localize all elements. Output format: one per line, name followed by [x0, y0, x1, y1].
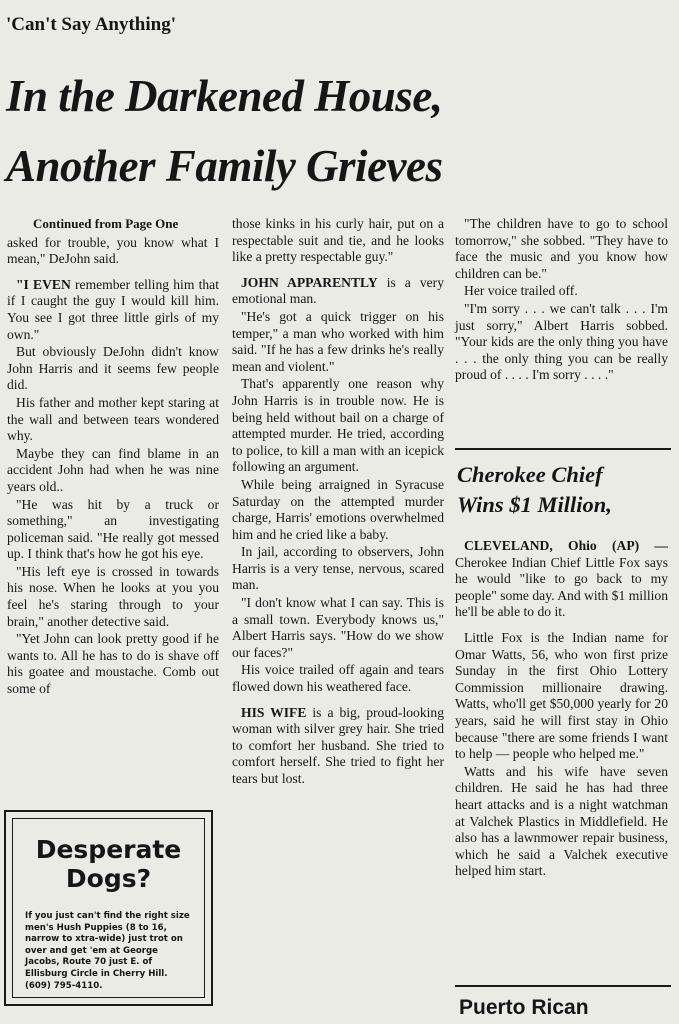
- paragraph-text: is a very emotional man.: [232, 274, 444, 307]
- next-headline: Puerto Rican: [459, 996, 589, 1019]
- kicker-headline: 'Can't Say Anything': [6, 14, 176, 35]
- paragraph-text: remember telling him that if I caught the guy I would kill him. You see I got three little girls of my own.": [7, 276, 219, 342]
- section-divider: [455, 448, 671, 450]
- paragraph: "He's got a quick trigger on his temper," a man who worked with him said. "If he has a few drinks he's really mean and violent.": [232, 308, 444, 374]
- paragraph: [232, 275, 444, 308]
- dateline: CLEVELAND, Ohio (AP) —: [464, 538, 668, 553]
- ad-body: [25, 911, 194, 992]
- paragraph: "The children have to go to school tomorrow," she sobbed. "They have to face the music and you know how children can be.": [455, 216, 668, 281]
- ad-phone: (609) 795-4110.: [25, 980, 103, 991]
- headline-line-2: Another Family Grieves: [6, 141, 443, 191]
- lead-in: HIS WIFE: [241, 704, 307, 720]
- paragraph: His father and mother kept staring at the wall and between tears wondered why.: [7, 394, 219, 444]
- paragraph: asked for trouble, you know what I mean," DeJohn said.: [7, 234, 219, 267]
- paragraph: Maybe they can find blame in an accident John had when he was nine years old..: [7, 445, 219, 494]
- ad-title: [13, 835, 204, 893]
- paragraph: [7, 277, 219, 343]
- ad-title-line-1: Desperate: [35, 835, 182, 864]
- paragraph: "Yet John can look pretty good if he wants to. All he has to do is shave off his goatee and moustache. Comb out some of: [7, 631, 219, 697]
- paragraph: Little Fox is the Indian name for Omar Watts, 56, who won first prize Sunday in the first Ohio Lottery Commission millionaire drawing. Watts, who'll get $50,000 yearly for 20 years, said he will first stay in Ohio because "there are some friends I want to help — people who helped me.": [455, 629, 668, 762]
- cherokee-headline-line-2: Wins $1 Million,: [457, 492, 612, 517]
- section-divider: [455, 985, 671, 987]
- paragraph: In jail, according to observers, John Harris is a very tense, nervous, scared man.: [232, 544, 444, 593]
- paragraph-text: is a big, proud-looking woman with silver grey hair. She tried to comfort her husband. She tried to comfort herself. She tried to fight her tears but lost.: [232, 704, 444, 786]
- paragraph: While being arraigned in Syracuse Saturday on the attempted murder charge, Harris' emotions overwhelmed him and he cried like a baby.: [232, 476, 444, 542]
- paragraph: "I'm sorry . . . we can't talk . . . I'm just sorry," Albert Harris sobbed. "Your kids are the only thing you have . . . the only thing you can be really proud of . . . . I'm sorry . . . .": [455, 300, 668, 383]
- paragraph: those kinks in his curly hair, put on a respectable suit and tie, and he looks like a pretty respectable guy.": [232, 216, 444, 265]
- ad-body-text: If you just can't find the right size men's Hush Puppies (8 to 16, narrow to xtra-wide) just trot on over and get 'em at George Jacobs, Route 70 just E. of Ellisburg Circle in Cherry Hill.: [25, 911, 190, 979]
- paragraph: "He was hit by a truck or something," an investigating policeman said. "He really got messed up. I think that's how he got his eye.: [7, 496, 219, 562]
- cherokee-story: [455, 538, 668, 881]
- headline-line-1: In the Darkened House,: [6, 71, 443, 121]
- article-column-1: [7, 216, 219, 699]
- article-column-2: [232, 216, 444, 789]
- paragraph: Watts and his wife have seven children. He said he has had three heart attacks and is a night watchman at Valchek Plastics in Middlefield. He also has a lawnmower repair business, which he said a Valchek executive helped him start.: [455, 763, 668, 879]
- continued-label: Continued from Page One: [33, 216, 179, 231]
- paragraph: His voice trailed off again and tears flowed down his weathered face.: [232, 662, 444, 695]
- article-column-3: [455, 216, 668, 385]
- cherokee-headline-line-1: Cherokee Chief: [457, 462, 603, 487]
- paragraph: "His left eye is crossed in towards his nose. When he looks at you you feel he's staring through to your brain," another detective said.: [7, 563, 219, 629]
- ad-inner-border: [12, 818, 205, 998]
- ad-title-line-2: Dogs?: [65, 864, 152, 893]
- paragraph: Her voice trailed off.: [464, 283, 578, 299]
- lead-in: JOHN APPARENTLY: [241, 274, 378, 290]
- lead-in: "I EVEN: [16, 276, 71, 292]
- paragraph: [455, 538, 668, 621]
- ad-box: [4, 810, 213, 1006]
- paragraph-text: Cherokee Indian Chief Little Fox says he would "like to go back to my people" some day. And with $1 million he'll be able to do it.: [455, 554, 668, 620]
- paragraph: But obviously DeJohn didn't know John Harris and it seems few people did.: [7, 344, 219, 393]
- cherokee-headline: [457, 460, 612, 520]
- paragraph: "I don't know what I can say. This is a small town. Everybody knows us," Albert Harris says. "How do we show our faces?": [232, 595, 444, 660]
- paragraph: That's apparently one reason why John Harris is in trouble now. He is being held without bail on a charge of attempted murder. He tried, according to police, to kill a man with an icepick following an argument.: [232, 376, 444, 475]
- paragraph: [232, 705, 444, 788]
